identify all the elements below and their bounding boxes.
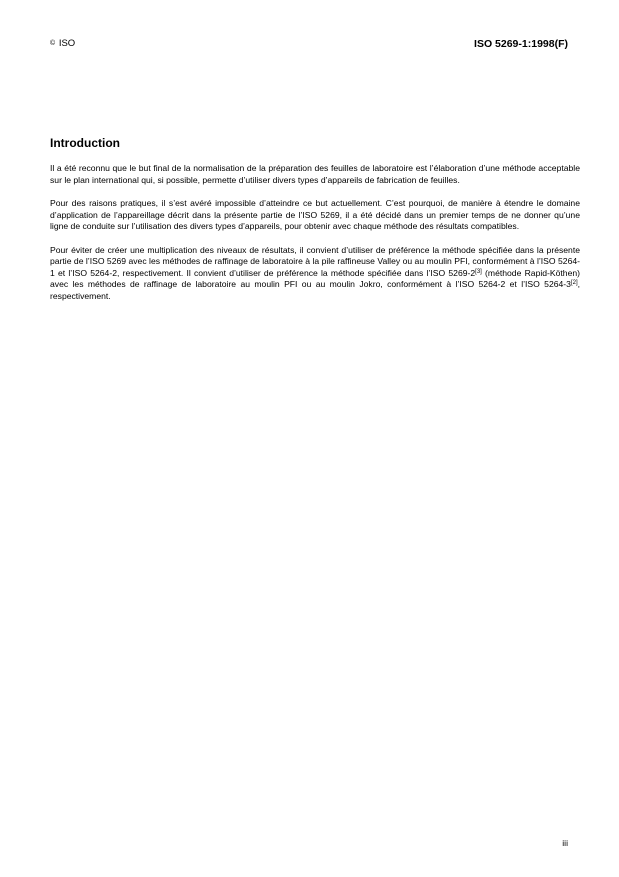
paragraph-3	[50, 245, 580, 303]
paragraph-3-text-b: (méthode Rapid-Köthen) avec les méthodes de raffinage de laboratoire au moulin PFI ou au moulin Jokro, conformément à l’ISO 5264-2 et l’ISO 5264-3	[50, 267, 580, 289]
copyright-notice	[50, 38, 75, 50]
paragraph-2: Pour des raisons pratiques, il s’est avéré impossible d’atteindre ce but actuellement. C’est pourquoi, de manière à étendre le domaine d’application de l’appareillage décrit dans la présente partie de l’ISO 5269, il a été décidé dans un premier temps de ne donner qu’une ligne de conduite sur l’utilisation des divers types d’appareils, pour obtenir avec chaque méthode des résultats compatibles.	[50, 198, 580, 231]
copyright-text: ISO	[58, 38, 76, 49]
introduction-body	[50, 163, 580, 314]
paragraph-1: Il a été reconnu que le but final de la normalisation de la préparation des feuilles de laboratoire est l’élaboration d’une méthode acceptable sur le plan international qui, si possible, permette d’utiliser divers types d’appareils de fabrication de feuilles.	[50, 163, 580, 185]
page-number: iii	[562, 838, 568, 848]
document-identifier: ISO 5269-1:1998(F)	[474, 38, 568, 50]
section-title: Introduction	[50, 136, 120, 150]
copyright-symbol: ©	[50, 40, 56, 47]
paragraph-3-text-c: , respectivement.	[50, 279, 580, 301]
reference-2: [2]	[570, 280, 578, 286]
paragraph-3-text-a: Pour éviter de créer une multiplication des niveaux de résultats, il convient d’utiliser de préférence la méthode spécifiée dans la présente partie de l’ISO 5269 avec les méthodes de raffinage de laboratoire à la pile raffineuse Valley ou au moulin PFI, conformément à l’ISO 5264-1 et l’ISO 5264-2, respectivement. Il convient d’utiliser de préférence la méthode spécifiée dans l’ISO 5269-2	[50, 244, 580, 278]
reference-3: [3]	[475, 268, 482, 275]
